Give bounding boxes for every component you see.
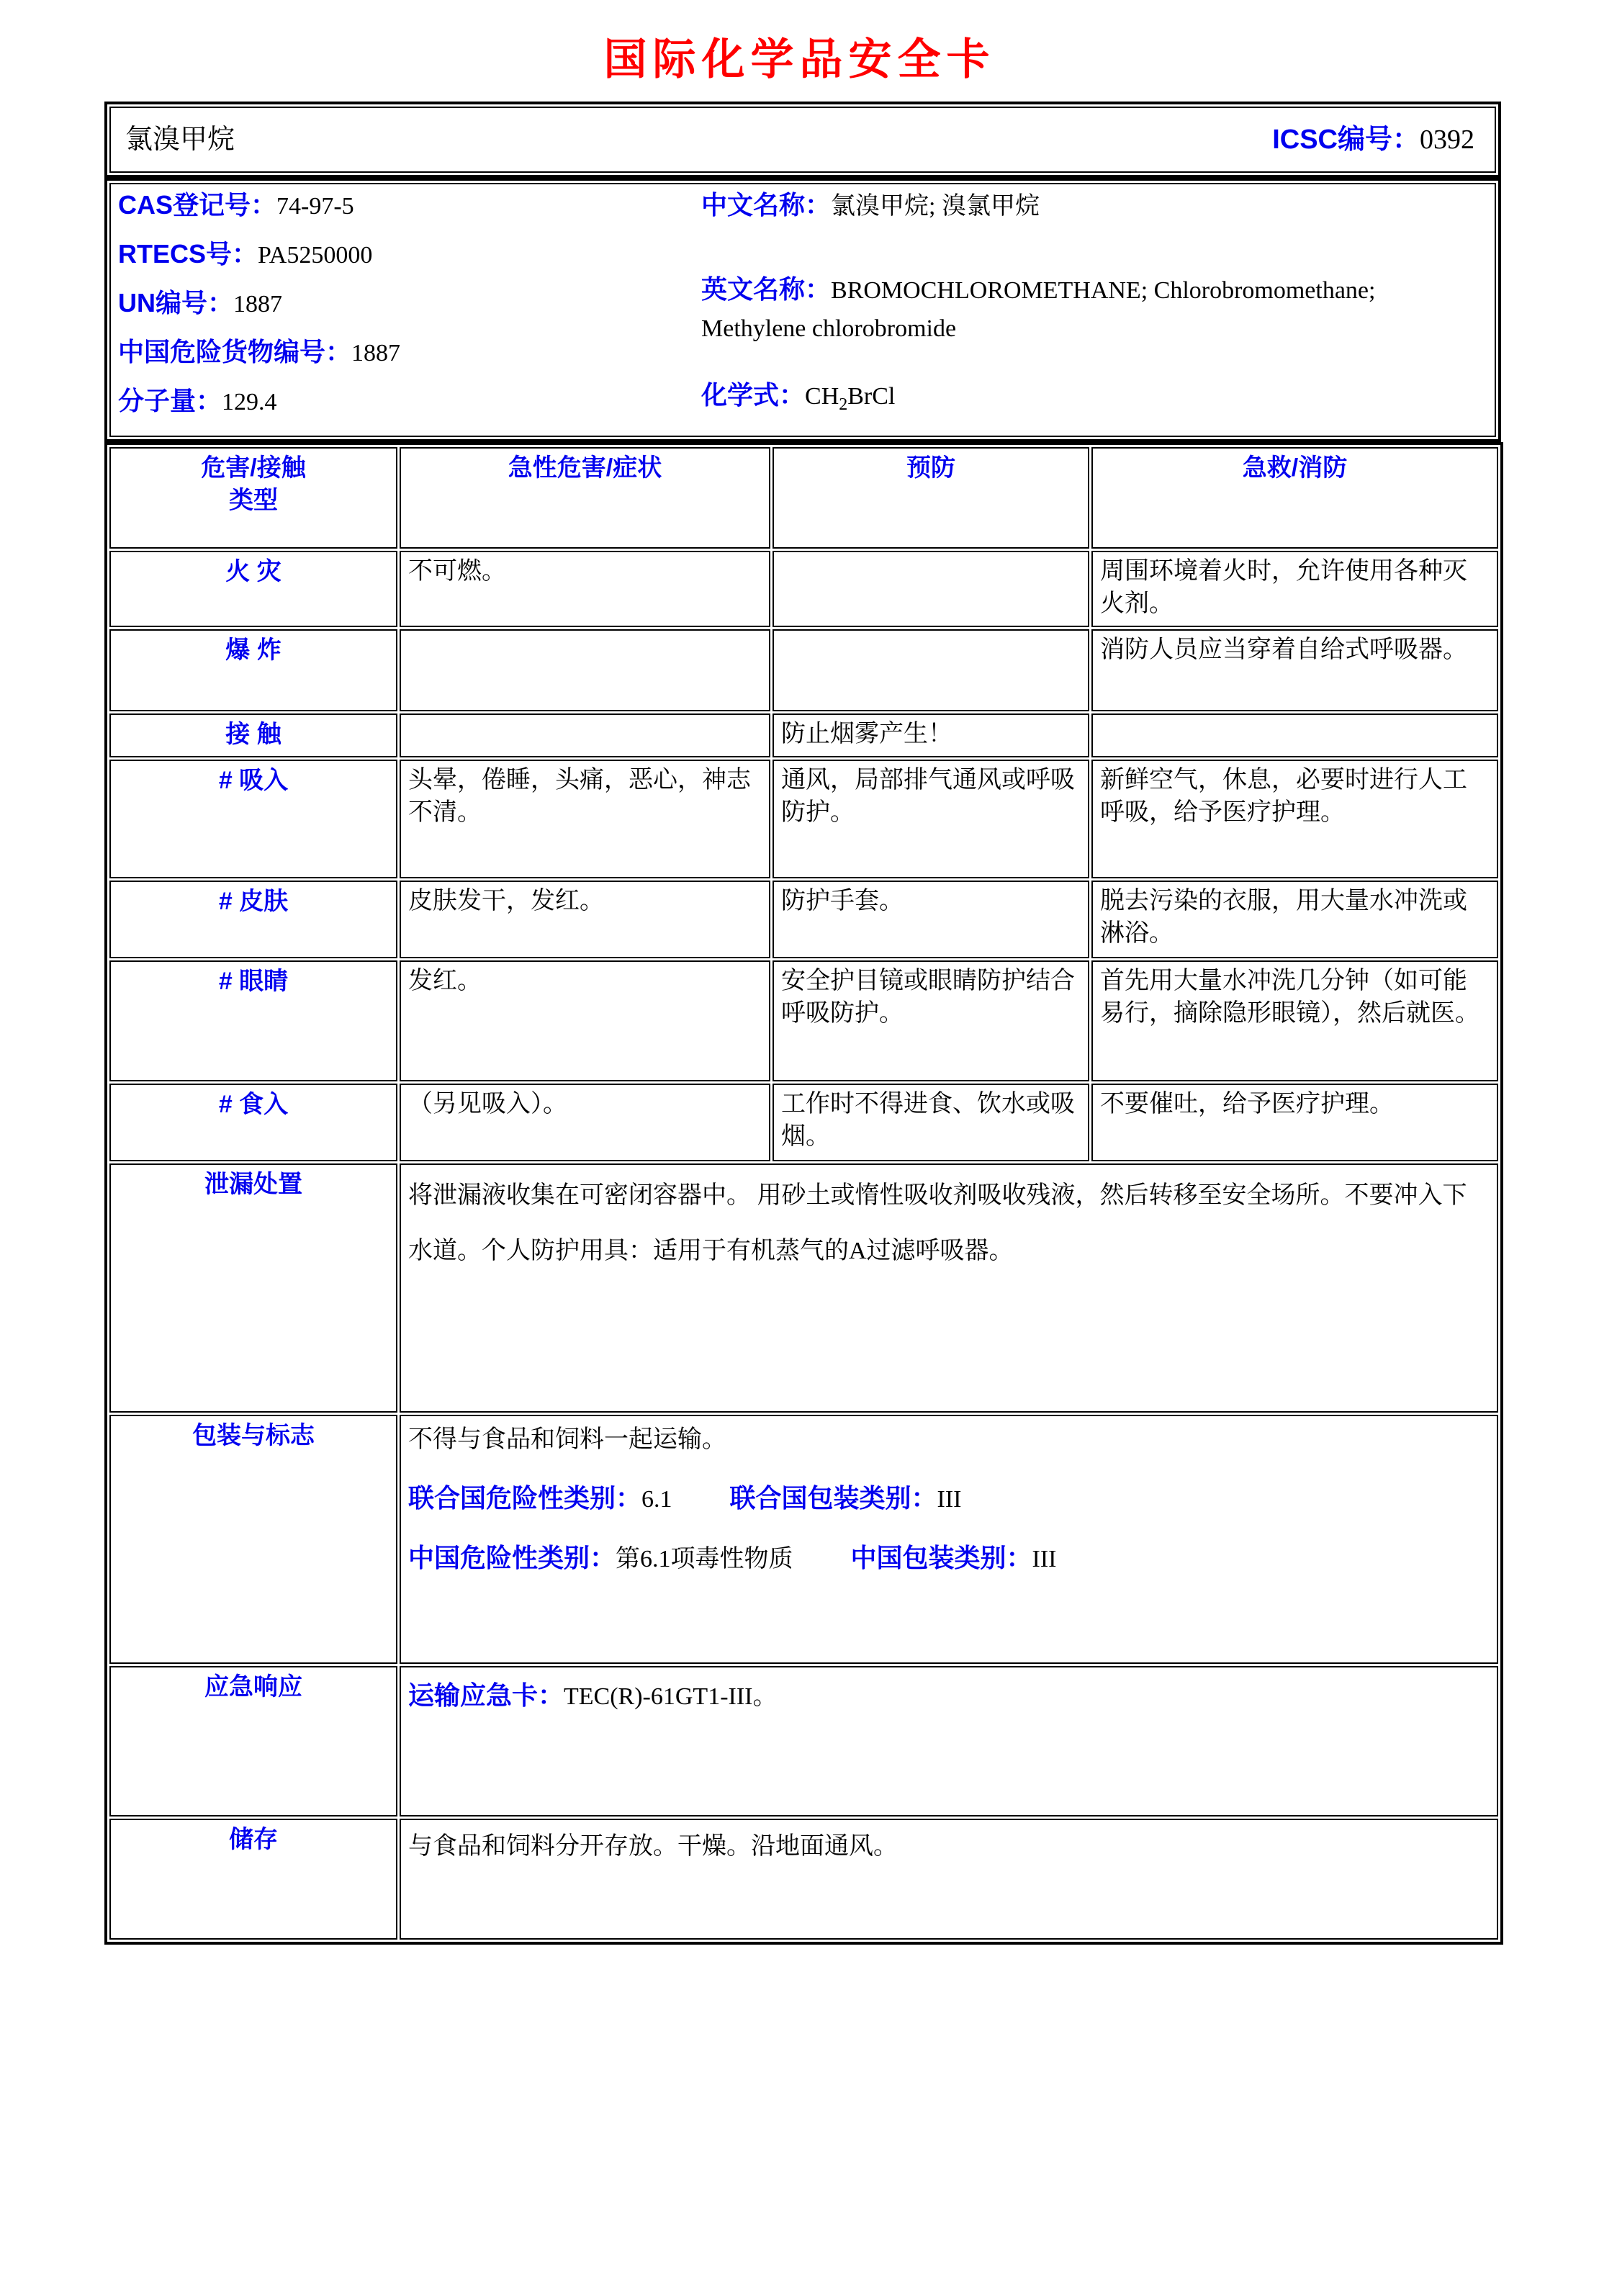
hazard-row-inhalation xyxy=(109,760,1498,878)
packaging-row xyxy=(109,1415,1498,1664)
transport-card-value: TEC(R)-61GT1-III。 xyxy=(564,1683,778,1711)
ingestion-prevention: 工作时不得进食、饮水或吸烟。 xyxy=(773,1084,1089,1161)
skin-symptoms: 皮肤发干，发红。 xyxy=(400,881,770,958)
ingestion-response: 不要催吐，给予医疗护理。 xyxy=(1091,1084,1498,1161)
row-label-contact: 接 触 xyxy=(109,713,397,757)
explosion-symptoms xyxy=(400,629,770,711)
header-row xyxy=(109,107,1496,173)
chemical-name: 氯溴甲烷 xyxy=(125,124,235,155)
col-header-response: 急救/消防 xyxy=(1091,447,1498,549)
chemical-formula: 化学式：$CH_2BrCl$ xyxy=(701,380,896,415)
info-row xyxy=(109,183,1496,437)
packaging-content xyxy=(400,1415,1498,1664)
china-classification-line: 中国危险性类别：第6.1项毒性物质 中国包装类别：III xyxy=(408,1543,1057,1573)
packaging-note: 不得与食品和饲料一起运输。 xyxy=(408,1426,726,1454)
hazard-row-explosion xyxy=(109,629,1498,711)
icsc-number-label: ICSC编号： xyxy=(1272,124,1420,155)
info-right-column xyxy=(701,188,1385,432)
row-label-inhalation: # 吸入 xyxy=(109,760,397,878)
hazard-header-row xyxy=(109,447,1498,549)
eyes-prevention: 安全护目镜或眼睛防护结合呼吸防护。 xyxy=(773,960,1089,1081)
row-label-ingestion: # 食入 xyxy=(109,1084,397,1161)
storage-content: 与食品和饲料分开存放。干燥。沿地面通风。 xyxy=(400,1819,1498,1940)
hazard-row-ingestion xyxy=(109,1084,1498,1161)
explosion-response: 消防人员应当穿着自给式呼吸器。 xyxy=(1091,629,1498,711)
icsc-number-value: 0392 xyxy=(1420,124,1474,155)
row-label-skin: # 皮肤 xyxy=(109,881,397,958)
un-classification-line: 联合国危险性类别：6.1 联合国包装类别：III xyxy=(408,1483,962,1513)
info-left-column xyxy=(118,188,701,432)
row-label-storage: 储存 xyxy=(109,1819,397,1940)
skin-prevention: 防护手套。 xyxy=(773,881,1089,958)
skin-response: 脱去污染的衣服，用大量水冲洗或淋浴。 xyxy=(1091,881,1498,958)
spill-content: 将泄漏液收集在可密闭容器中。 用砂土或惰性吸收剂吸收残液，然后转移至安全场所。不要冲入下水道。个人防护用具：适用于有机蒸气的A过滤呼吸器。 xyxy=(400,1163,1498,1413)
row-label-explosion: 爆 炸 xyxy=(109,629,397,711)
eyes-symptoms: 发红。 xyxy=(400,960,770,1081)
row-label-spill: 泄漏处置 xyxy=(109,1163,397,1413)
col-header-prevention: 预防 xyxy=(773,447,1089,549)
chinese-name: 中文名称：氯溴甲烷; 溴氯甲烷 xyxy=(701,190,1040,220)
cas-number: CAS登记号：74-97-5 xyxy=(118,190,354,220)
contact-symptoms xyxy=(400,713,770,757)
inhalation-prevention: 通风，局部排气通风或呼吸防护。 xyxy=(773,760,1089,878)
header-table xyxy=(104,102,1501,178)
explosion-prevention xyxy=(773,629,1089,711)
inhalation-symptoms: 头晕，倦睡，头痛，恶心，神志不清。 xyxy=(400,760,770,878)
eyes-response: 首先用大量水冲洗几分钟（如可能易行，摘除隐形眼镜），然后就医。 xyxy=(1091,960,1498,1081)
storage-row xyxy=(109,1819,1498,1940)
emergency-content xyxy=(400,1666,1498,1816)
china-dangerous-goods-number: 中国危险货物编号：1887 xyxy=(118,336,401,366)
rtecs-number: RTECS号：PA5250000 xyxy=(118,238,373,269)
icsc-number xyxy=(1272,122,1487,158)
fire-prevention xyxy=(773,551,1089,627)
fire-response: 周围环境着火时，允许使用各种灭火剂。 xyxy=(1091,551,1498,627)
page-title: 国际化学品安全卡 xyxy=(603,36,996,84)
hazard-row-skin xyxy=(109,881,1498,958)
info-table xyxy=(104,178,1501,442)
ingestion-symptoms: （另见吸入）。 xyxy=(400,1084,770,1161)
emergency-row xyxy=(109,1666,1498,1816)
hazard-table xyxy=(104,442,1503,1945)
row-label-fire: 火 灾 xyxy=(109,551,397,627)
transport-card-label: 运输应急卡： xyxy=(408,1680,564,1711)
col-header-symptoms: 急性危害/症状 xyxy=(400,447,770,549)
row-label-eyes: # 眼睛 xyxy=(109,960,397,1081)
contact-response xyxy=(1091,713,1498,757)
hazard-row-eyes xyxy=(109,960,1498,1081)
inhalation-response: 新鲜空气，休息，必要时进行人工呼吸，给予医疗护理。 xyxy=(1091,760,1498,878)
spill-row xyxy=(109,1163,1498,1413)
row-label-emergency: 应急响应 xyxy=(109,1666,397,1816)
un-number: UN编号：1887 xyxy=(118,287,282,318)
col-header-type: 危害/接触 类型 xyxy=(109,447,397,549)
hazard-row-fire xyxy=(109,551,1498,627)
hazard-row-contact xyxy=(109,713,1498,757)
row-label-packaging: 包装与标志 xyxy=(109,1415,397,1664)
fire-symptoms: 不可燃。 xyxy=(400,551,770,627)
contact-prevention: 防止烟雾产生！ xyxy=(773,713,1089,757)
english-name: 英文名称：BROMOCHLOROMETHANE; Chlorobromomethane; Methylene chlorobromide xyxy=(701,274,1376,342)
molecular-weight: 分子量：129.4 xyxy=(118,385,277,415)
